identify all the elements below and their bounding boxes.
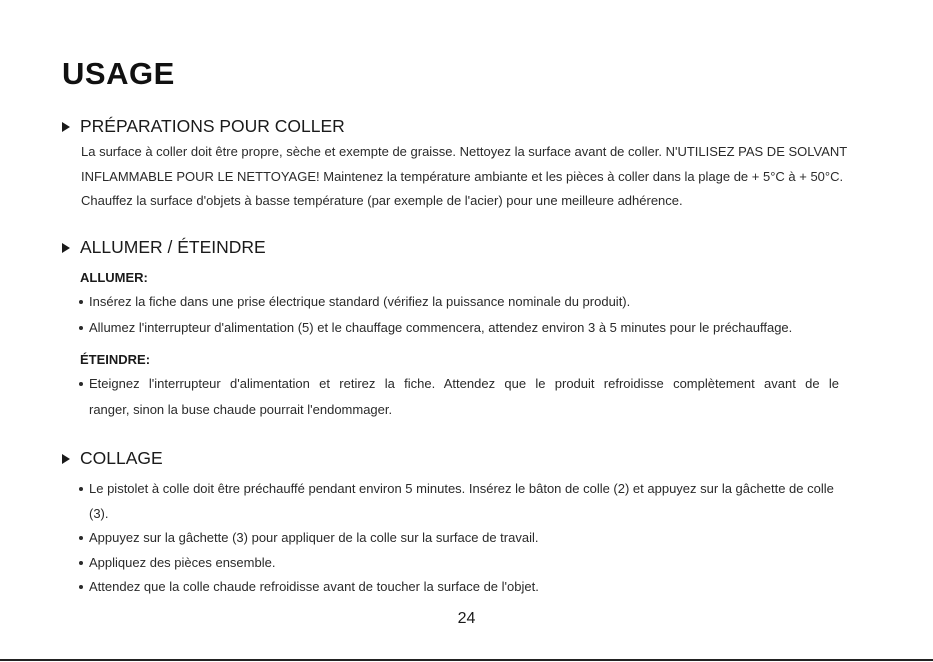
section-heading-preparations <box>62 116 345 137</box>
paragraph-line: Chauffez la surface d'objets à basse température (par exemple de l'acier) pour une meilleure adhérence. <box>81 193 683 208</box>
bullet-dot-icon <box>79 300 83 304</box>
page-number: 24 <box>457 610 476 627</box>
bullet-dot-icon <box>79 326 83 330</box>
list-item: Eteignez l'interrupteur d'alimentation et retirez la fiche. Attendez que le produit refroidisse complètement avant de le <box>79 376 839 391</box>
bottom-divider <box>0 659 933 661</box>
bullet-dot-icon <box>79 382 83 386</box>
list-item: Insérez la fiche dans une prise électrique standard (vérifiez la puissance nominale du produit). <box>79 294 630 309</box>
bullet-dot-icon <box>79 487 83 491</box>
bullet-dot-icon <box>79 536 83 540</box>
page-title: USAGE <box>62 56 175 91</box>
list-item: Attendez que la colle chaude refroidisse avant de toucher la surface de l'objet. <box>79 579 539 594</box>
bullet-dot-icon <box>79 585 83 589</box>
list-item-continuation: (3). <box>89 506 109 521</box>
list-item-continuation: ranger, sinon la buse chaude pourrait l'endommager. <box>89 402 393 417</box>
section-heading-label: ALLUMER / ÉTEINDRE <box>80 237 266 257</box>
section-heading-gluing <box>62 448 163 469</box>
list-item: Allumez l'interrupteur d'alimentation (5) et le chauffage commencera, attendez environ 3 à 5 minutes pour le préchauffage. <box>79 320 792 335</box>
section-heading-label: PRÉPARATIONS POUR COLLER <box>80 116 345 136</box>
list-item: Appliquez des pièces ensemble. <box>79 555 275 570</box>
sub-heading-off: ÉTEINDRE: <box>80 352 151 367</box>
section-heading-label: COLLAGE <box>80 448 163 468</box>
triangle-bullet-icon <box>62 243 70 253</box>
paragraph-line: INFLAMMABLE POUR LE NETTOYAGE! Maintenez la température ambiante et les pièces à coller dans la plage de + 5°C à + 50°C. <box>81 169 844 184</box>
bullet-dot-icon <box>79 561 83 565</box>
sub-heading-on: ALLUMER: <box>80 270 148 285</box>
triangle-bullet-icon <box>62 122 70 132</box>
triangle-bullet-icon <box>62 454 70 464</box>
paragraph-line: La surface à coller doit être propre, sèche et exempte de graisse. Nettoyez la surface avant de coller. N'UTILISEZ PAS DE SOLVANT <box>81 144 848 159</box>
list-item: Appuyez sur la gâchette (3) pour appliquer de la colle sur la surface de travail. <box>79 530 538 545</box>
list-item: Le pistolet à colle doit être préchauffé pendant environ 5 minutes. Insérez le bâton de colle (2) et appuyez sur la gâchette de colle <box>79 481 834 496</box>
section-heading-power <box>62 237 266 258</box>
